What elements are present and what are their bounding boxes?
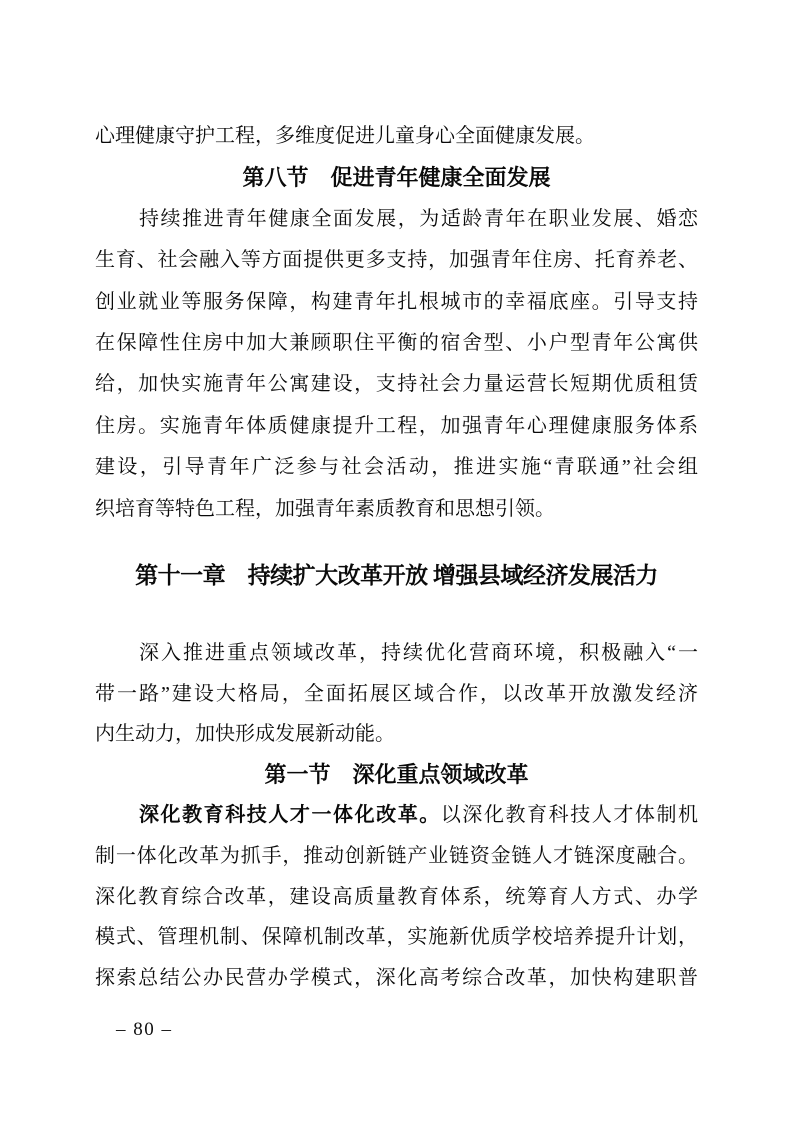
section-1-heading: 第一节 深化重点领域改革 [264,761,529,787]
body-line: 带一路”建设大格局，全面拓展区域合作，以改革开放激发经济 [95,682,698,705]
body-line: 给，加快实施青年公寓建设，支持社会力量运营长短期优质租赁 [95,373,698,396]
page-number: – 80 – [116,1019,173,1040]
body-line: 内生动力，加快形成发展新动能。 [95,723,395,746]
intro-paragraph-tail-line: 心理健康守护工程，多维度促进儿童身心全面健康发展。 [95,125,595,147]
section-8-block [95,116,698,530]
body-line: 模式、管理机制、保障机制改革，实施新优质学校培养提升计划， [95,926,698,949]
body-line: 住房。实施青年体质健康提升工程，加强青年心理健康服务体系 [95,414,698,437]
body-line: 持续推进青年健康全面发展，为适龄青年在职业发展、婚恋 [139,207,698,230]
body-line: 织培育等特色工程，加强青年素质教育和思想引领。 [95,497,555,520]
body-line-rest: 以深化教育科技人才体制机 [440,804,698,827]
body-line: 制一体化改革为抓手，推动创新链产业链资金链人才链深度融合。 [95,844,698,867]
body-line: 探索总结公办民营办学模式，深化高考综合改革，加快构建职普 [95,966,698,989]
body-line: 创业就业等服务保障，构建青年扎根城市的幸福底座。引导支持 [95,290,698,313]
body-line: 深入推进重点领域改革，持续优化营商环境，积极融入“一 [139,642,698,664]
body-line: 深化教育综合改革，建设高质量教育体系，统筹育人方式、办学 [95,885,698,908]
body-line-with-bold-lead [95,795,698,836]
bold-lead-sentence: 深化教育科技人才一体化改革。 [139,804,441,827]
chapter-11-heading: 第十一章 持续扩大改革开放 增强县域经济发展活力 [135,563,658,588]
section-8-heading: 第八节 促进青年健康全面发展 [242,165,551,191]
body-line: 建设，引导青年广泛参与社会活动，推进实施“青联通”社会组 [95,456,698,479]
body-line: 生育、社会融入等方面提供更多支持，加强青年住房、托育养老、 [95,249,698,272]
body-line: 在保障性住房中加大兼顾职住平衡的宿舍型、小户型青年公寓供 [95,331,698,354]
chapter-11-block [95,633,698,998]
